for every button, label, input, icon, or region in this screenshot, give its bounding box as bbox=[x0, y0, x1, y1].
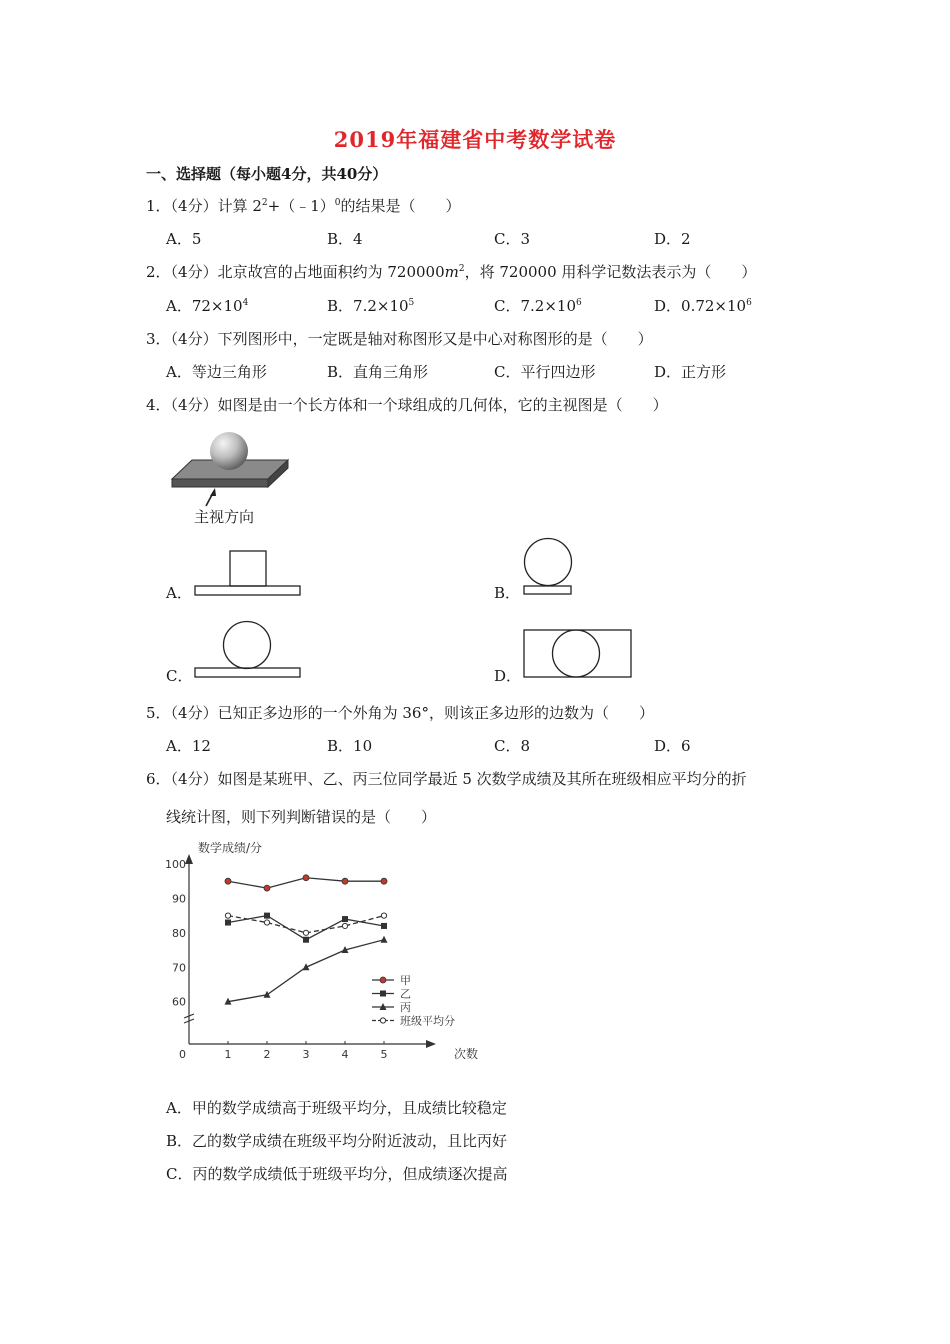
section-heading: 一、选择题（每小题4分，共40分） bbox=[146, 165, 388, 183]
question-text: 下列图形中，一定既是轴对称图形又是中心对称图形的是（ ） bbox=[217, 330, 653, 348]
question-score: （4分） bbox=[170, 330, 218, 348]
q3-option-d: D．正方形 bbox=[654, 363, 727, 381]
q1-option-b: B．4 bbox=[327, 230, 363, 248]
question-score: （4分） bbox=[170, 396, 218, 414]
y-tick-label: 100 bbox=[165, 858, 186, 871]
y-axis-arrow-icon bbox=[185, 854, 193, 864]
x-tick-label: 4 bbox=[341, 1048, 349, 1061]
data-point bbox=[264, 913, 270, 919]
y-tick-label: 80 bbox=[172, 926, 186, 940]
y-tick-label: 90 bbox=[172, 892, 186, 906]
data-point bbox=[381, 936, 388, 943]
option-text: A．72×10 bbox=[166, 297, 243, 315]
legend-label: 丙 bbox=[400, 1001, 411, 1014]
q4-option-a: A． bbox=[166, 584, 192, 602]
question-score: （4分） bbox=[170, 770, 218, 788]
question-text: +（﹣1） bbox=[267, 197, 335, 215]
legend-label: 甲 bbox=[400, 974, 411, 987]
question-2 bbox=[146, 265, 756, 280]
data-point bbox=[225, 920, 231, 926]
question-text: 的结果是（ ） bbox=[340, 197, 461, 215]
series-line bbox=[228, 940, 384, 1002]
question-text: 如图是某班甲、乙、丙三位同学最近 5 次数学成绩及其所在班级相应平均分的折 bbox=[217, 770, 747, 788]
legend-label: 班级平均分 bbox=[400, 1014, 455, 1028]
option-text: B．7.2×10 bbox=[327, 297, 409, 315]
line-chart bbox=[164, 834, 488, 1072]
question-6-continued: 线统计图，则下列判断错误的是（ ） bbox=[166, 808, 437, 826]
data-point bbox=[225, 913, 230, 918]
question-score: （4分） bbox=[170, 704, 218, 722]
data-point bbox=[381, 923, 387, 929]
data-point bbox=[342, 916, 348, 922]
y-tick-label: 70 bbox=[172, 961, 186, 975]
data-point bbox=[264, 885, 270, 891]
x-tick-label: 5 bbox=[380, 1048, 388, 1061]
x-axis-arrow-icon bbox=[426, 1040, 436, 1048]
question-number: 1． bbox=[146, 197, 171, 215]
q4-option-c: C． bbox=[166, 667, 193, 685]
superscript: 6 bbox=[576, 298, 582, 308]
data-point bbox=[303, 937, 309, 943]
question-4 bbox=[146, 398, 668, 413]
question-text: ，将 720000 用科学记数法表示为（ ） bbox=[464, 263, 757, 281]
question-text: 如图是由一个长方体和一个球组成的几何体，它的主视图是（ ） bbox=[217, 396, 668, 414]
q3-option-b: B．直角三角形 bbox=[327, 363, 429, 381]
data-point bbox=[303, 875, 309, 881]
q2-option-b bbox=[327, 299, 414, 314]
superscript: 0 bbox=[334, 198, 341, 208]
arrow-head-icon bbox=[210, 488, 216, 496]
superscript: 2 bbox=[261, 198, 268, 208]
q5-option-c: C．8 bbox=[494, 737, 531, 755]
q3-option-a: A．等边三角形 bbox=[166, 363, 267, 381]
x-tick-label: 1 bbox=[224, 1048, 232, 1061]
chart-series bbox=[225, 875, 388, 1005]
data-point bbox=[380, 991, 386, 997]
series-line bbox=[228, 916, 384, 940]
data-point bbox=[303, 930, 308, 935]
data-point bbox=[264, 920, 269, 925]
q5-option-b: B．10 bbox=[327, 737, 373, 755]
view-direction-label: 主视方向 bbox=[194, 508, 255, 526]
unit-text: m bbox=[444, 263, 459, 281]
q6-option-a: A．甲的数学成绩高于班级平均分，且成绩比较稳定 bbox=[166, 1099, 507, 1117]
q4-option-d: D． bbox=[494, 667, 522, 685]
q5-option-d: D．6 bbox=[654, 737, 691, 755]
question-number: 6． bbox=[146, 770, 171, 788]
page-title: 2019年福建省中考数学试卷 bbox=[333, 127, 617, 152]
q6-option-c: C．丙的数学成绩低于班级平均分，但成绩逐次提高 bbox=[166, 1165, 508, 1183]
superscript: 2 bbox=[458, 264, 465, 274]
question-1 bbox=[146, 199, 461, 214]
superscript: 4 bbox=[242, 298, 249, 308]
question-number: 4． bbox=[146, 396, 171, 414]
question-text: 已知正多边形的一个外角为 36°，则该正多边形的边数为（ ） bbox=[217, 704, 654, 722]
option-c-figure bbox=[192, 620, 304, 680]
q2-option-d bbox=[654, 299, 752, 314]
box-front-face bbox=[172, 479, 268, 487]
question-5 bbox=[146, 706, 654, 721]
sphere bbox=[210, 432, 248, 470]
option-b-figure bbox=[521, 536, 577, 598]
chart-axes bbox=[165, 840, 478, 1061]
q1-option-c: C．3 bbox=[494, 230, 531, 248]
origin-label: 0 bbox=[179, 1048, 186, 1061]
question-number: 2． bbox=[146, 263, 171, 281]
q2-option-a bbox=[166, 299, 248, 314]
question-number: 3． bbox=[146, 330, 171, 348]
q3-option-c: C．平行四边形 bbox=[494, 363, 596, 381]
option-text: C．7.2×10 bbox=[494, 297, 576, 315]
x-axis-label: 次数 bbox=[454, 1047, 479, 1061]
data-point bbox=[264, 991, 271, 998]
legend-label: 乙 bbox=[400, 987, 411, 1001]
question-score: （4分） bbox=[170, 197, 218, 215]
data-point bbox=[342, 923, 347, 928]
q1-option-a: A．5 bbox=[166, 230, 202, 248]
x-tick-label: 2 bbox=[263, 1048, 271, 1061]
y-tick-label: 60 bbox=[172, 995, 186, 1009]
question-score: （4分） bbox=[170, 263, 218, 281]
option-d-figure bbox=[521, 628, 633, 680]
q6-option-b: B．乙的数学成绩在班级平均分附近波动，且比丙好 bbox=[166, 1132, 508, 1150]
question-number: 5． bbox=[146, 704, 171, 722]
data-point bbox=[380, 1018, 385, 1023]
chart-legend bbox=[372, 974, 455, 1028]
data-point bbox=[381, 913, 386, 918]
data-point bbox=[380, 977, 386, 983]
data-point bbox=[342, 878, 348, 884]
option-a-figure bbox=[192, 548, 304, 598]
superscript: 6 bbox=[746, 298, 752, 308]
q1-option-d: D．2 bbox=[654, 230, 691, 248]
x-tick-label: 3 bbox=[302, 1048, 310, 1061]
q2-option-c bbox=[494, 299, 582, 314]
question-3 bbox=[146, 332, 653, 347]
q5-option-a: A．12 bbox=[166, 737, 211, 755]
y-axis-label: 数学成绩/分 bbox=[198, 841, 263, 855]
question-text: 计算 2 bbox=[217, 197, 262, 215]
option-text: D．0.72×10 bbox=[654, 297, 747, 315]
data-point bbox=[381, 878, 387, 884]
superscript: 5 bbox=[408, 298, 415, 308]
question-6 bbox=[146, 772, 747, 787]
q4-option-b: B． bbox=[494, 584, 521, 602]
data-point bbox=[225, 878, 231, 884]
question-text: 北京故宫的占地面积约为 720000 bbox=[217, 263, 445, 281]
